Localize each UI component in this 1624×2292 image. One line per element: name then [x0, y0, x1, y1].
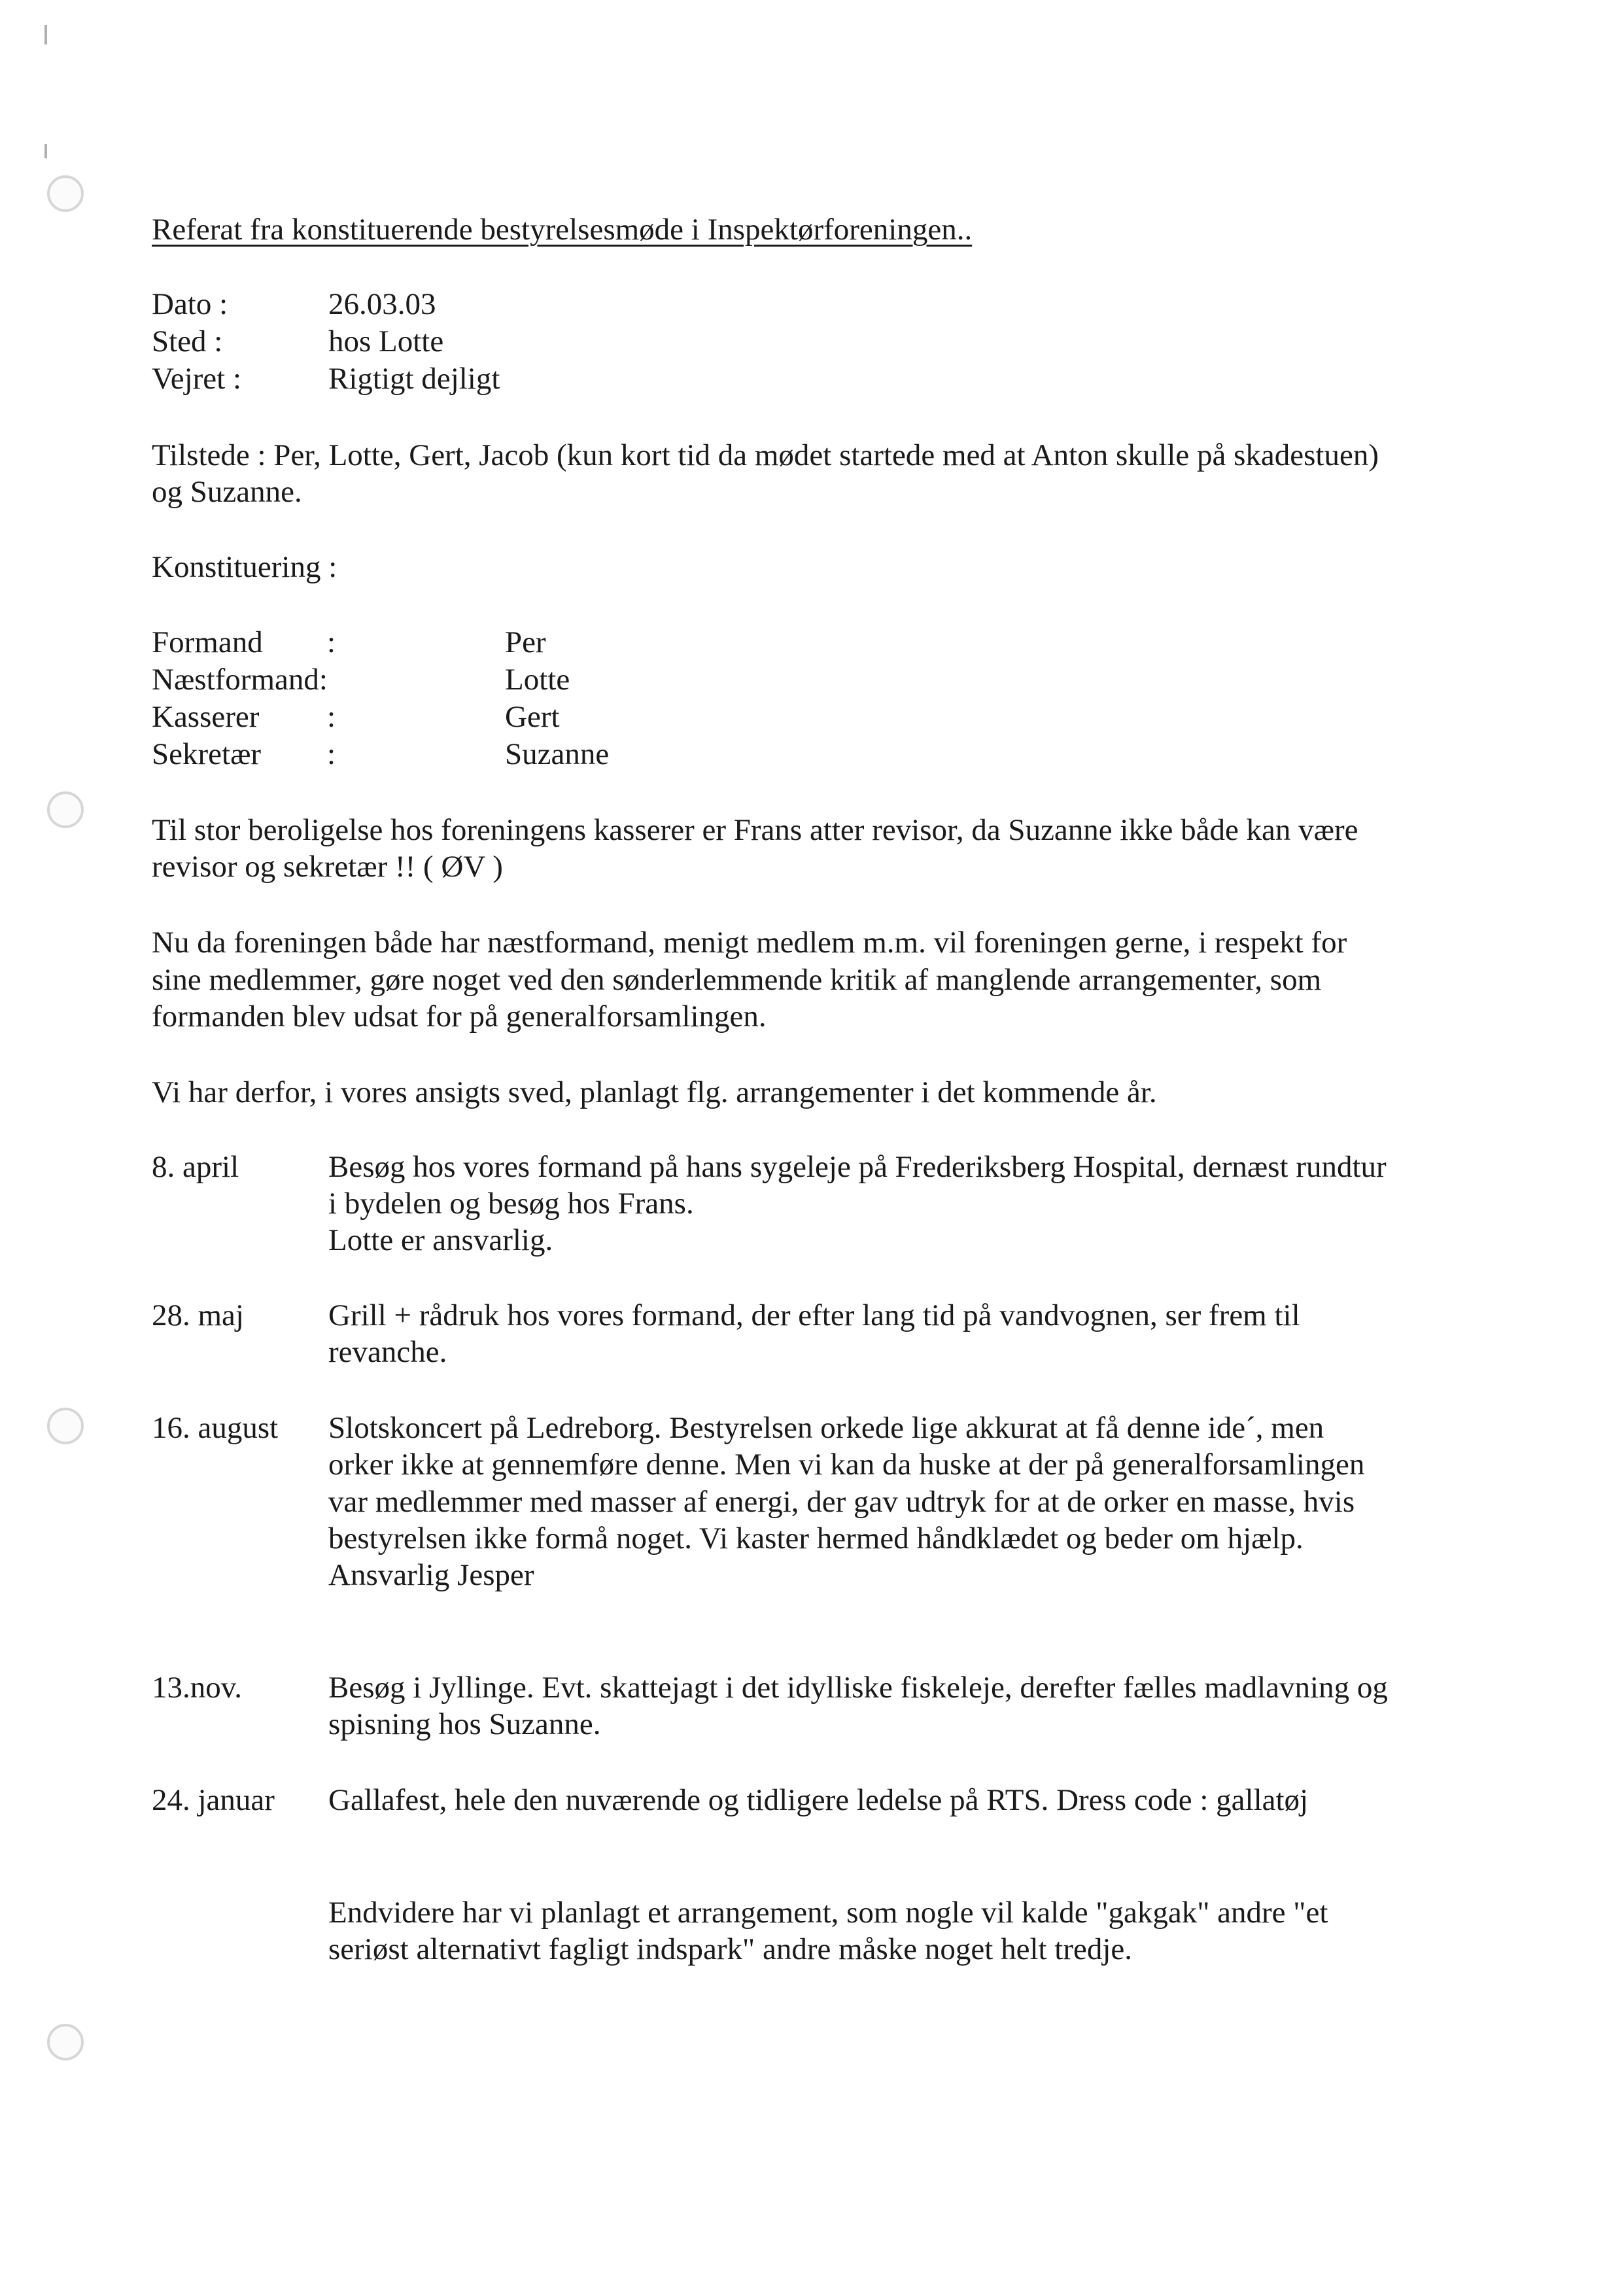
punch-hole-3 — [47, 1408, 84, 1444]
event-line: Slotskoncert på Ledreborg. Bestyrelsen orkede lige akkurat at få denne ide´, men — [328, 1411, 1324, 1445]
scan-mark-1 — [44, 25, 47, 44]
closing-line: seriøst alternativt fagligt indspark" andre måske noget helt tredje. — [328, 1932, 1133, 1966]
constitution-heading: Konstituering : — [152, 550, 337, 584]
event-line: Gallafest, hele den nuværende og tidligere ledelse på RTS. Dress code : gallatøj — [328, 1783, 1309, 1817]
role-name: Per — [505, 625, 546, 659]
role-label: Kasserer — [152, 700, 260, 734]
event-date: 8. april — [152, 1150, 239, 1184]
event-line: revanche. — [328, 1335, 447, 1369]
role-label: Næstformand: — [152, 663, 328, 697]
role-name: Lotte — [505, 663, 570, 697]
event-line: var medlemmer med masser af energi, der gav udtryk for at de orker en masse, hvis — [328, 1485, 1355, 1519]
role-label: Formand — [152, 625, 263, 659]
event-line: orker ikke at gennemføre denne. Men vi kan da huske at der på generalforsamlingen — [328, 1448, 1365, 1482]
paragraph-line: formanden blev udsat for på generalforsamlingen. — [152, 999, 767, 1033]
event-date: 28. maj — [152, 1298, 244, 1332]
attendance-line-2: og Suzanne. — [152, 475, 302, 509]
meta-date-value: 26.03.03 — [328, 287, 436, 321]
event-line: Ansvarlig Jesper — [328, 1558, 534, 1592]
punch-hole-1 — [47, 175, 84, 212]
meta-weather-value: Rigtigt dejligt — [328, 362, 500, 396]
role-name: Gert — [505, 700, 560, 734]
event-line: Besøg i Jyllinge. Evt. skattejagt i det idylliske fiskeleje, derefter fælles madlavning og — [328, 1671, 1388, 1705]
event-line: Lotte er ansvarlig. — [328, 1223, 553, 1257]
role-colon: : — [327, 700, 336, 734]
paragraph-line: revisor og sekretær !! ( ØV ) — [152, 850, 503, 884]
event-line: spisning hos Suzanne. — [328, 1707, 601, 1741]
paragraph-line: sine medlemmer, gøre noget ved den sønderlemmende kritik af manglende arrangementer, som — [152, 963, 1322, 997]
role-colon: : — [327, 737, 336, 771]
event-line: Grill + rådruk hos vores formand, der efter lang tid på vandvognen, ser frem til — [328, 1298, 1300, 1332]
event-date: 24. januar — [152, 1783, 275, 1817]
scan-mark-2 — [44, 144, 47, 158]
paragraph-line: Vi har derfor, i vores ansigts sved, planlagt flg. arrangementer i det kommende år. — [152, 1075, 1157, 1109]
punch-hole-4 — [47, 2024, 84, 2060]
event-date: 13.nov. — [152, 1671, 242, 1705]
event-line: Besøg hos vores formand på hans sygeleje på Frederiksberg Hospital, dernæst rundtur — [328, 1150, 1387, 1184]
meta-date-label: Dato : — [152, 287, 228, 321]
paragraph-line: Nu da foreningen både har næstformand, menigt medlem m.m. vil foreningen gerne, i respekt for — [152, 926, 1347, 960]
document-title: Referat fra konstituerende bestyrelsesmøde i Inspektørforeningen.. — [152, 213, 973, 247]
meta-place-label: Sted : — [152, 324, 223, 358]
meta-weather-label: Vejret : — [152, 362, 242, 396]
role-colon: : — [327, 625, 336, 659]
event-date: 16. august — [152, 1411, 279, 1445]
meta-place-value: hos Lotte — [328, 324, 444, 358]
event-line: bestyrelsen ikke formå noget. Vi kaster hermed håndklædet og beder om hjælp. — [328, 1521, 1304, 1555]
attendance-line-1: Tilstede : Per, Lotte, Gert, Jacob (kun kort tid da mødet startede med at Anton skulle på skadestuen) — [152, 438, 1379, 472]
role-name: Suzanne — [505, 737, 610, 771]
closing-line: Endvidere har vi planlagt et arrangement, som nogle vil kalde "gakgak" andre "et — [328, 1896, 1328, 1930]
event-line: i bydelen og besøg hos Frans. — [328, 1187, 694, 1221]
paragraph-line: Til stor beroligelse hos foreningens kasserer er Frans atter revisor, da Suzanne ikke både kan være — [152, 813, 1358, 847]
role-label: Sekretær — [152, 737, 262, 771]
punch-hole-2 — [47, 791, 84, 828]
